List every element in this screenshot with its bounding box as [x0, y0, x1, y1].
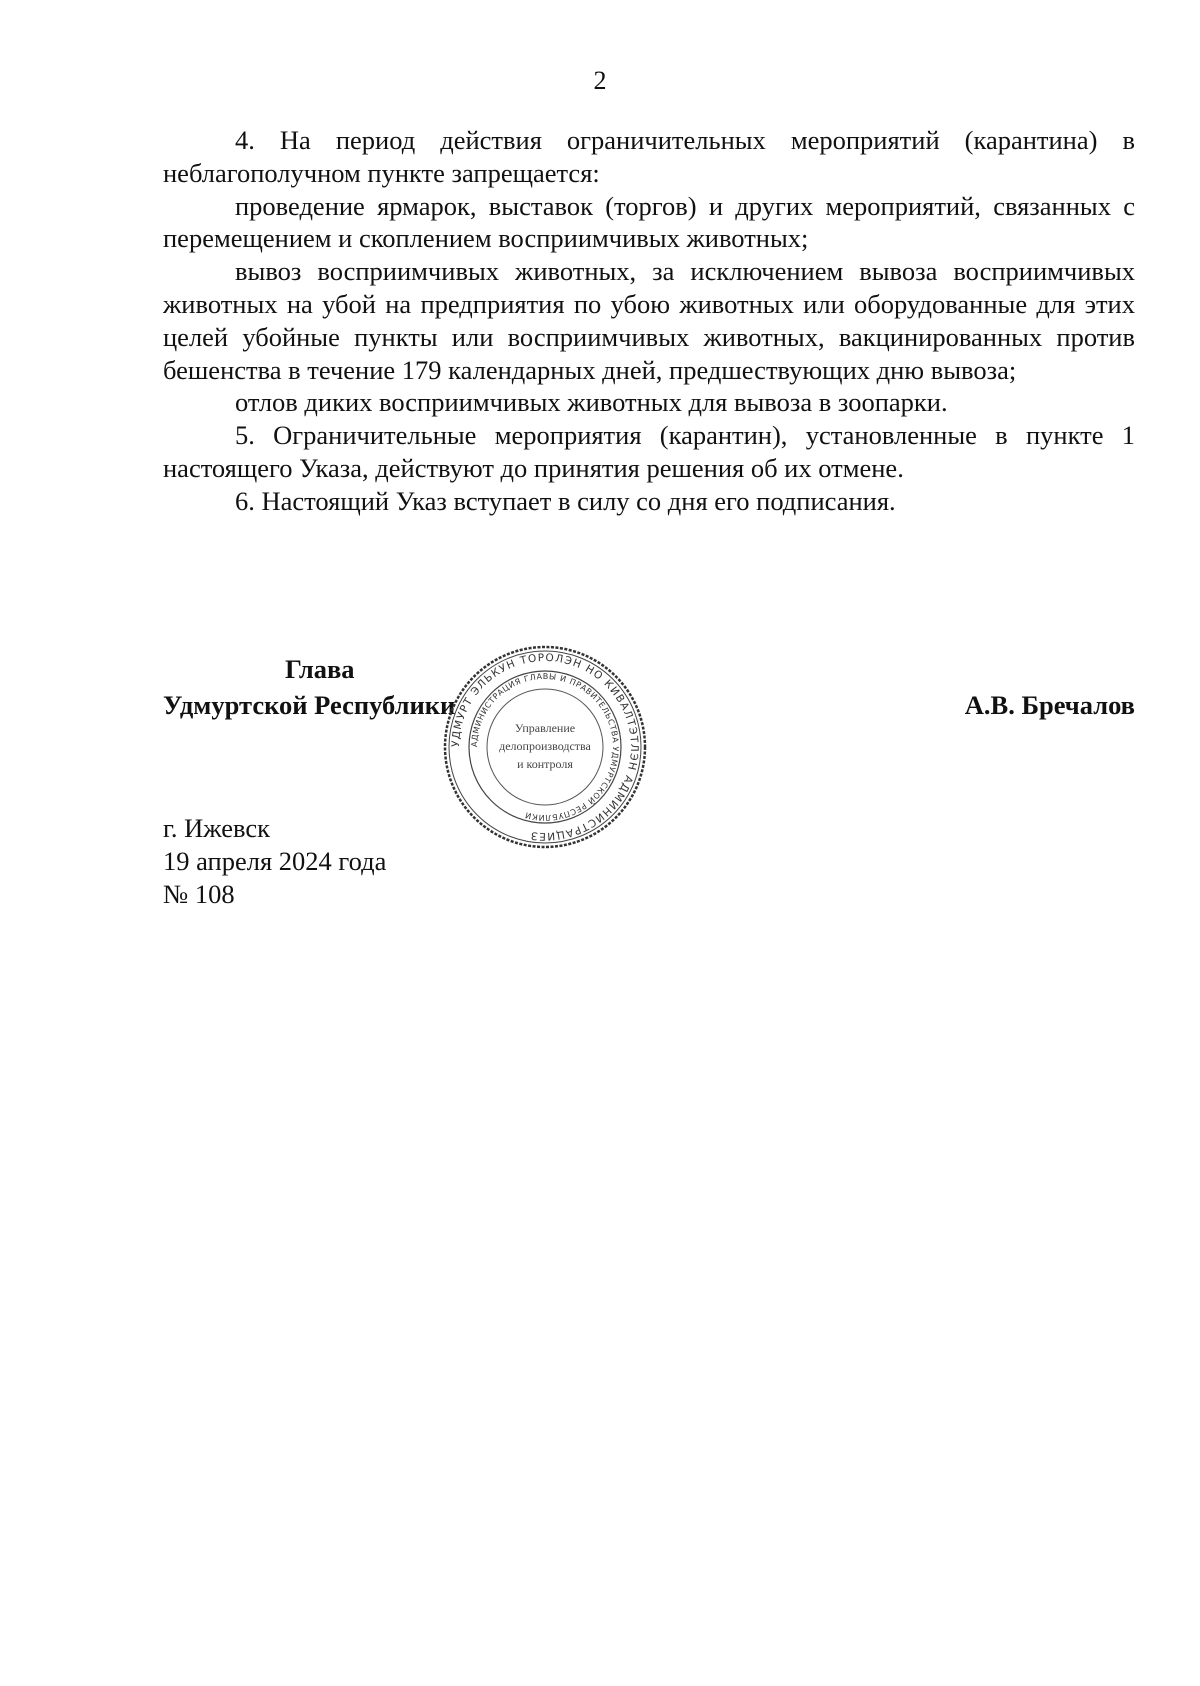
paragraph-item-4: 4. На период действия ограничительных мероприятий (карантина) в неблагополучном пункте запрещается: [163, 125, 1135, 188]
page-number: 2 [593, 66, 607, 95]
seal-inner-text: АДМИНИСТРАЦИЯ ГЛАВЫ И ПРАВИТЕЛЬСТВА УДМУРТСКОЙ РЕСПУБЛИКИ [469, 671, 621, 823]
paragraph-export-ban: вывоз восприимчивых животных, за исключением вывоза восприимчивых животных на убой на предприятия по убою животных или оборудованные для этих целей убойные пункты или восприимчивых животных, вакцинированных против бешенства в течение 179 календарных дней, предшествующих дню вывоза; [163, 256, 1135, 385]
seal-center-line2: делопроизводства [499, 739, 591, 753]
paragraph-item-5: 5. Ограничительные мероприятия (карантин), установленные в пункте 1 настоящего Указа, действуют до принятия решения об их отмене. [163, 420, 1135, 483]
signatory-title-line1: Глава [285, 654, 355, 684]
paragraph-item-6: 6. Настоящий Указ вступает в силу со дня его подписания. [235, 485, 896, 516]
document-body [163, 124, 1135, 518]
paragraph-capture-ban: отлов диких восприимчивых животных для вывоза в зоопарки. [235, 387, 948, 418]
seal-center-line3: и контроля [517, 757, 573, 771]
seal-outer-text: УДМУРТ ЭЛЬКУН ТОРОЛЭН НО КИВАЛТЭТЛЭН АДМИНИСТРАЦИЕЗ [449, 651, 641, 843]
paragraph-fairs-ban: проведение ярмарок, выставок (торгов) и других мероприятий, связанных с перемещением и скоплением восприимчивых животных; [163, 190, 1135, 254]
signatory-title-line2: Удмуртской Республики [163, 690, 456, 720]
official-seal-stamp [440, 642, 650, 852]
document-footer [163, 812, 386, 911]
issue-city: г. Ижевск [163, 813, 270, 843]
document-number: № 108 [163, 879, 235, 909]
seal-center-line1: Управление [514, 721, 576, 735]
issue-date: 19 апреля 2024 года [163, 846, 387, 876]
signatory-name: А.В. Бречалов [964, 690, 1135, 720]
